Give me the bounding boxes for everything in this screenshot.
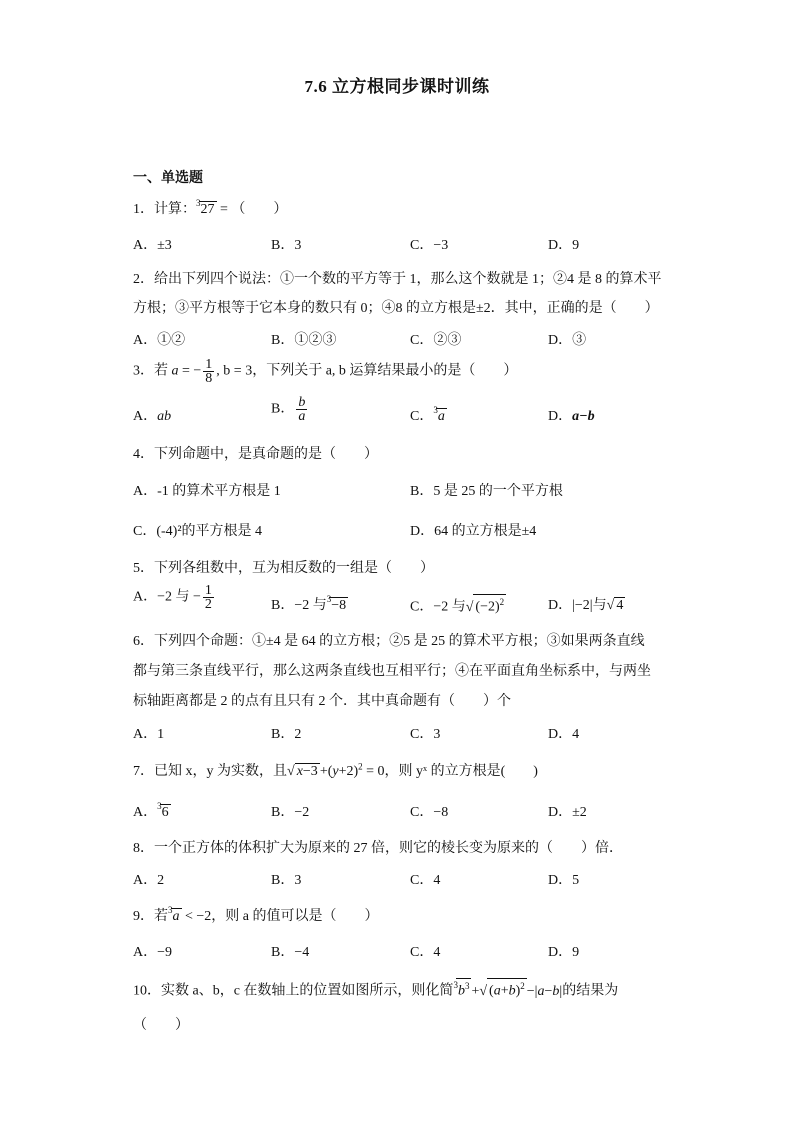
q6-option-a[interactable]: A．1 <box>133 727 165 742</box>
q1-option-c[interactable]: C．−3 <box>410 238 449 253</box>
q4-option-a[interactable]: A．-1 的算术平方根是 1 <box>133 484 281 499</box>
question-6-line-2: 都与第三条直线平行，那么这两条直线也互相平行；④在平面直角坐标系中，与两坐 <box>133 664 651 679</box>
q8-option-c[interactable]: C．4 <box>410 873 441 888</box>
section-heading: 一、单选题 <box>133 171 203 186</box>
question-4: 4．下列命题中，是真命题的是（ ） <box>133 447 378 462</box>
q8-option-b[interactable]: B．3 <box>271 873 302 888</box>
question-7: 7．已知 x，y 为实数，且√ $x-3 +(y+2)^2 = 0$，则 yˣ 的立方根是( ) <box>133 761 538 779</box>
q7-option-a[interactable]: A．$^3$6 <box>133 801 169 820</box>
q2-option-b[interactable]: B．①②③ <box>271 333 337 348</box>
q5-option-d[interactable]: D．|−2|与√ 4 <box>548 598 624 613</box>
q7-option-d[interactable]: D．±2 <box>548 805 587 820</box>
q3-option-b[interactable]: B． $\frac{b}{a}$ <box>271 395 306 424</box>
question-9: 9．若$^3$a < −2，则 a 的值可以是（ ） <box>133 905 379 924</box>
fraction-one-half: $\frac{1}{2}$ <box>204 583 212 612</box>
q9-option-c[interactable]: C．4 <box>410 945 441 960</box>
q2-option-d[interactable]: D．③ <box>548 333 587 348</box>
q3-option-c[interactable]: C．$^3$a <box>410 405 445 424</box>
question-10: 10．实数 a、b，c 在数轴上的位置如图所示，则化简$^3b^3$ +√ $(a+b)^2 -|a-b|$的结果为 <box>133 979 619 999</box>
q5-option-b[interactable]: B．−2 与$^3$−8 <box>271 594 347 613</box>
q3-option-d[interactable]: D．a−b <box>548 409 595 424</box>
question-2-line-1: 2．给出下列四个说法：①一个数的平方等于 1，那么这个数就是 1；②4 是 8 的算术平 <box>133 272 662 287</box>
question-6-line-1: 6．下列四个命题：①±4 是 64 的立方根；②5 是 25 的算术平方根；③如果两条直线 <box>133 634 645 649</box>
q7-option-b[interactable]: B．−2 <box>271 805 310 820</box>
cube-root-expression: $^3$27 <box>196 198 215 217</box>
q1-option-b[interactable]: B．3 <box>271 238 302 253</box>
question-2-line-2: 方根；③平方根等于它本身的数只有 0；④8 的立方根是±2．其中，正确的是（ ） <box>133 301 659 316</box>
q4-option-d[interactable]: D．64 的立方根是±4 <box>410 524 537 539</box>
q3-option-a[interactable]: A．ab <box>133 409 172 424</box>
question-3: 3．若 a = − $\frac{1}{8}$ , b = 3，下列关于 a, b 运算结果最小的是（ ） <box>133 357 518 386</box>
q6-option-b[interactable]: B．2 <box>271 727 302 742</box>
q9-option-b[interactable]: B．−4 <box>271 945 310 960</box>
q9-option-a[interactable]: A．−9 <box>133 945 173 960</box>
q1-option-d[interactable]: D．9 <box>548 238 580 253</box>
question-6-line-3: 标轴距离都是 2 的点有且只有 2 个．其中真命题有（ ）个 <box>133 694 511 709</box>
page-title: 7.6 立方根同步课时训练 <box>304 77 490 96</box>
q8-option-d[interactable]: D．5 <box>548 873 580 888</box>
question-8: 8．一个正方体的体积扩大为原来的 27 倍，则它的棱长变为原来的（ ）倍． <box>133 841 623 856</box>
q4-option-c[interactable]: C．(-4)²的平方根是 4 <box>133 524 263 539</box>
q8-option-a[interactable]: A．2 <box>133 873 165 888</box>
q2-option-a[interactable]: A．①② <box>133 333 186 348</box>
question-5: 5．下列各组数中，互为相反数的一组是（ ） <box>133 561 434 576</box>
q6-option-d[interactable]: D．4 <box>548 727 580 742</box>
q5-option-a[interactable]: A．−2 与 − $\frac{1}{2}$ <box>133 583 212 612</box>
q4-option-b[interactable]: B．5 是 25 的一个平方根 <box>410 484 563 499</box>
question-10-answer-blank: （ ） <box>133 1018 189 1033</box>
q6-option-c[interactable]: C．3 <box>410 727 441 742</box>
fraction-one-eighth: $\frac{1}{8}$ <box>205 357 213 386</box>
q9-option-d[interactable]: D．9 <box>548 945 580 960</box>
fraction-b-over-a: $\frac{b}{a}$ <box>298 395 306 424</box>
q2-option-c[interactable]: C．②③ <box>410 333 462 348</box>
question-1: 1．计算：$^3$27 = （ ） <box>133 198 288 217</box>
q5-option-c[interactable]: C．−2 与√ $(-2)^2$ <box>410 594 506 616</box>
q1-option-a[interactable]: A．±3 <box>133 238 172 253</box>
q7-option-c[interactable]: C．−8 <box>410 805 449 820</box>
